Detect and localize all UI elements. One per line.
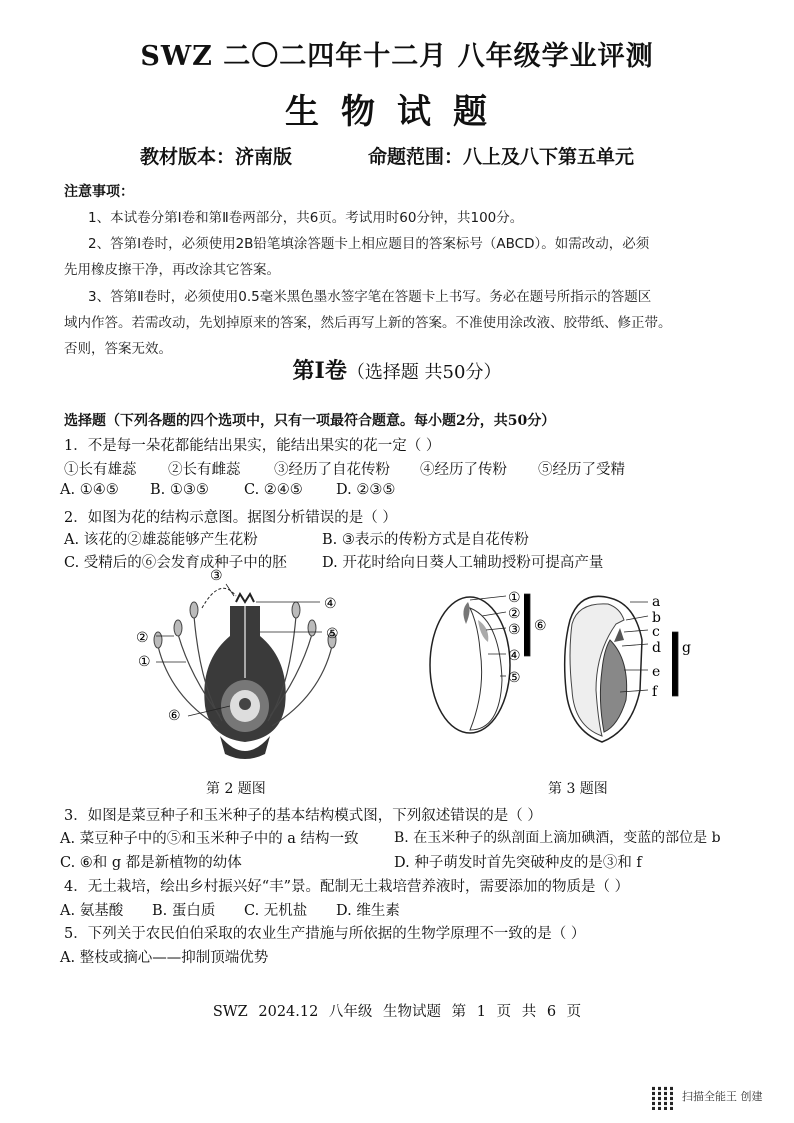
section-title-main: 第Ⅰ卷 bbox=[292, 358, 347, 384]
notes-line-5: 域内作答。若需改动，先划掉原来的答案，然后再写上新的答案。不准使用涂改液、胶带纸、修正带。 bbox=[64, 315, 672, 331]
q2-option-a[interactable]: A. 该花的②雄蕊能够产生花粉 bbox=[64, 532, 258, 548]
exam-title-line1: SWZ 二〇二四年十二月 八年级学业评测 bbox=[140, 41, 654, 72]
q4-option-d[interactable]: D. 维生素 bbox=[336, 903, 400, 919]
fig3-label-5: ⑤ bbox=[508, 670, 521, 686]
fig2-label-6: ⑥ bbox=[168, 708, 181, 724]
notes-line-3: 先用橡皮擦干净，再改涂其它答案。 bbox=[64, 262, 280, 278]
anther-3 bbox=[154, 632, 162, 648]
q4-option-b[interactable]: B. 蛋白质 bbox=[152, 903, 216, 919]
q2-option-d[interactable]: D. 开花时给向日葵人工辅助授粉可提高产量 bbox=[322, 555, 604, 571]
fig3-label-c: c bbox=[652, 624, 660, 640]
q1-option-a[interactable]: A. ①④⑤ bbox=[60, 482, 119, 498]
fig3-label-3: ③ bbox=[508, 622, 521, 638]
fig2-label-1: ① bbox=[138, 654, 151, 670]
q5-stem: 5．下列关于农民伯伯采取的农业生产措施与所依据的生物学原理不一致的是（ ） bbox=[64, 926, 586, 942]
fig3-label-a: a bbox=[652, 594, 661, 610]
q3-option-c[interactable]: C. ⑥和 g 都是新植物的幼体 bbox=[60, 855, 242, 871]
q3-stem: 3．如图是菜豆种子和玉米种子的基本结构模式图，下列叙述错误的是（ ） bbox=[64, 808, 542, 824]
notes-line-6: 否则，答案无效。 bbox=[64, 341, 172, 357]
q1-option-b[interactable]: B. ①③⑤ bbox=[150, 482, 209, 498]
fig3-label-2: ② bbox=[508, 606, 521, 622]
q3-option-a[interactable]: A. 菜豆种子中的⑤和玉米种子中的 a 结构一致 bbox=[60, 831, 359, 847]
figure2-caption: 第 2 题图 bbox=[206, 781, 266, 797]
notes-line-2: 2、答第Ⅰ卷时，必须使用2B铅笔填涂答题卡上相应题目的答案标号（ABCD）。如需改动，必须 bbox=[88, 236, 650, 252]
fig3-label-1: ① bbox=[508, 590, 521, 606]
q1-item-4: ④经历了传粉 bbox=[420, 462, 507, 478]
notes-title: 注意事项： bbox=[64, 184, 134, 200]
exam-subject-title: 生物试题 bbox=[285, 92, 509, 132]
section-subtitle: （选择题 共50分） bbox=[346, 362, 502, 383]
fig3-label-6: ⑥ bbox=[534, 618, 547, 634]
fig2-label-4: ④ bbox=[324, 596, 337, 612]
q1-item-3: ③经历了自花传粉 bbox=[274, 462, 390, 478]
q1-stem: 1．不是每一朵花都能结出果实，能结出果实的花一定（ ） bbox=[64, 438, 441, 454]
q1-item-2: ②长有雌蕊 bbox=[168, 462, 241, 478]
q2-stem: 2．如图为花的结构示意图。据图分析错误的是（ ） bbox=[64, 510, 397, 526]
choice-instructions: 选择题（下列各题的四个选项中，只有一项最符合题意。每小题2分，共50分） bbox=[64, 413, 556, 429]
figure3-caption: 第 3 题图 bbox=[548, 781, 608, 797]
page-footer: SWZ 2024.12 八年级 生物试题 第 1 页 共 6 页 bbox=[212, 1004, 582, 1020]
anther-4 bbox=[308, 620, 316, 636]
section-title bbox=[0, 354, 794, 385]
fig3-label-e: e bbox=[652, 664, 661, 680]
exam-scope: 命题范围：八上及八下第五单元 bbox=[368, 146, 635, 168]
q3-option-d[interactable]: D. 种子萌发时首先突破种皮的是③和 f bbox=[394, 855, 642, 871]
q3-option-b[interactable]: B. 在玉米种子的纵剖面上滴加碘酒，变蓝的部位是 b bbox=[394, 830, 721, 846]
fig2-label-2: ② bbox=[136, 630, 149, 646]
q5-option-a[interactable]: A. 整枝或摘心——抑制顶端优势 bbox=[60, 950, 269, 966]
anther-1 bbox=[174, 620, 182, 636]
q4-option-a[interactable]: A. 氨基酸 bbox=[60, 903, 124, 919]
q2-option-b[interactable]: B. ③表示的传粉方式是自花传粉 bbox=[322, 532, 529, 548]
fig3-label-g: g bbox=[682, 640, 691, 656]
ovule-core bbox=[239, 698, 251, 710]
flower-structure-diagram bbox=[130, 566, 360, 766]
q4-option-c[interactable]: C. 无机盐 bbox=[244, 903, 308, 919]
fig3-label-f: f bbox=[652, 684, 658, 700]
anther-2 bbox=[190, 602, 198, 618]
q1-item-1: ①长有雄蕊 bbox=[64, 462, 137, 478]
fig3-label-b: b bbox=[652, 610, 661, 626]
fig3-label-d: d bbox=[652, 640, 661, 656]
anther-5 bbox=[292, 602, 300, 618]
fig3-label-4: ④ bbox=[508, 648, 521, 664]
scanner-watermark: 扫描全能王 创建 bbox=[682, 1090, 763, 1103]
q1-item-5: ⑤经历了受精 bbox=[538, 462, 625, 478]
notes-line-1: 1、本试卷分第Ⅰ卷和第Ⅱ卷两部分，共6页。考试用时60分钟，共100分。 bbox=[88, 210, 524, 226]
q2-option-c[interactable]: C. 受精后的⑥会发育成种子中的胚 bbox=[64, 555, 287, 571]
qr-code-overlay bbox=[652, 1086, 676, 1110]
textbook-edition: 教材版本：济南版 bbox=[140, 146, 293, 168]
seed-structure-diagram bbox=[420, 580, 710, 750]
fig2-label-5: ⑤ bbox=[326, 626, 339, 642]
notes-line-4: 3、答第Ⅱ卷时，必须使用0.5毫米黑色墨水签字笔在答题卡上书写。务必在题号所指示的答题区 bbox=[88, 289, 652, 305]
q1-option-d[interactable]: D. ②③⑤ bbox=[336, 482, 396, 498]
q1-option-c[interactable]: C. ②④⑤ bbox=[244, 482, 303, 498]
fig2-label-3: ③ bbox=[210, 568, 223, 584]
q4-stem: 4．无土栽培，绘出乡村振兴好“丰”景。配制无土栽培营养液时，需要添加的物质是（ ） bbox=[64, 879, 630, 895]
stigma-shape bbox=[236, 594, 254, 602]
